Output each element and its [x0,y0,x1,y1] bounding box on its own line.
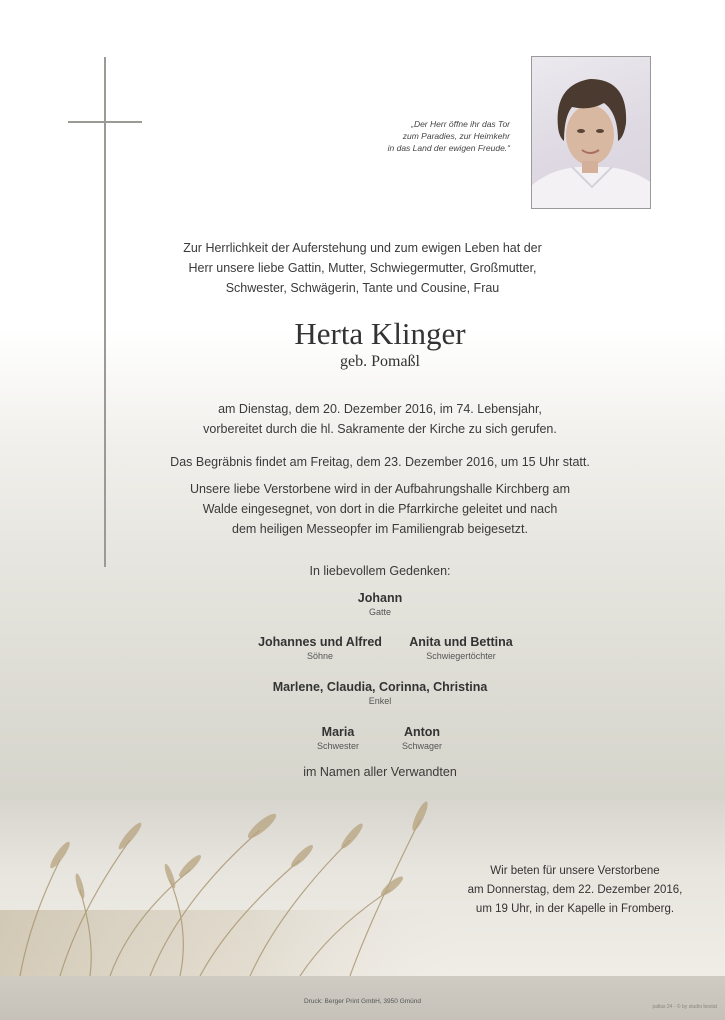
portrait-illustration [532,57,651,209]
mourner-name: Anita und Bettina [409,635,513,649]
quote-line: „Der Herr öffne ihr das Tor [411,119,510,129]
quote-line: in das Land der ewigen Freude.“ [387,143,510,153]
printer-credit: Druck: Berger Print GmbH, 3950 Gmünd [303,998,422,1005]
birth-name: geb. Pomaßl [340,353,420,370]
prayer-notice [440,862,710,919]
burial-line: Walde eingesegnet, von dort in die Pfarrkirche geleitet und nach [202,502,558,516]
mourner-role: Söhne [306,651,334,661]
mourner-johann [250,590,510,619]
mourner-name: Johannes und Alfred [258,635,382,649]
footer [0,976,725,1020]
mourner-daughters-in-law [331,634,591,663]
prayer-line: am Donnerstag, dem 22. Dezember 2016, [467,884,683,896]
cross-icon-bar [68,121,142,123]
mourner-grandchildren [250,679,510,708]
funeral-details: Das Begräbnis findet am Freitag, dem 23. Dezember 2016, um 15 Uhr statt. [170,455,590,469]
mourner-role: Gatte [368,607,391,617]
prayer-line: um 19 Uhr, in der Kapelle in Fromberg. [475,903,675,915]
quote [340,118,510,154]
quote-line: zum Paradies, zur Heimkehr [402,131,510,141]
intro-line: Schwester, Schwägerin, Tante und Cousine, Frau [225,281,500,295]
death-line: vorbereitet durch die hl. Sakramente der Kirche zu sich gerufen. [203,422,557,436]
template-code: pallas 24 - © by studio bestat [652,1004,717,1010]
burial-details [100,479,660,539]
mourner-role: Schwiegertöchter [426,651,496,661]
portrait-photo [531,56,651,209]
mourner-name: Johann [357,591,403,605]
mourner-name: Maria [321,725,355,739]
mourner-role: Enkel [368,696,392,706]
mourner-name: Marlene, Claudia, Corinna, Christina [272,680,488,694]
mourner-anton [292,724,552,753]
mourner-role: Schwager [401,741,443,751]
intro-line: Zur Herrlichkeit der Auferstehung und zum ewigen Leben hat der [183,241,542,255]
intro-text [100,238,625,298]
mourning-intro: In liebevollem Gedenken: [309,564,451,578]
mourner-name: Anton [403,725,441,739]
prayer-line: Wir beten für unsere Verstorbene [490,865,660,877]
burial-line: Unsere liebe Verstorbene wird in der Aufbahrungshalle Kirchberg am [189,482,571,496]
death-line: am Dienstag, dem 20. Dezember 2016, im 74. Lebensjahr, [218,402,542,416]
death-details [100,399,660,439]
mourner-role: Schwester [316,741,360,751]
intro-line: Herr unsere liebe Gattin, Mutter, Schwiegermutter, Großmutter, [188,261,537,275]
deceased-name: Herta Klinger [294,316,466,351]
mourning-outro: im Namen aller Verwandten [303,765,457,779]
burial-line: dem heiligen Messeopfer im Familiengrab beigesetzt. [232,522,528,536]
